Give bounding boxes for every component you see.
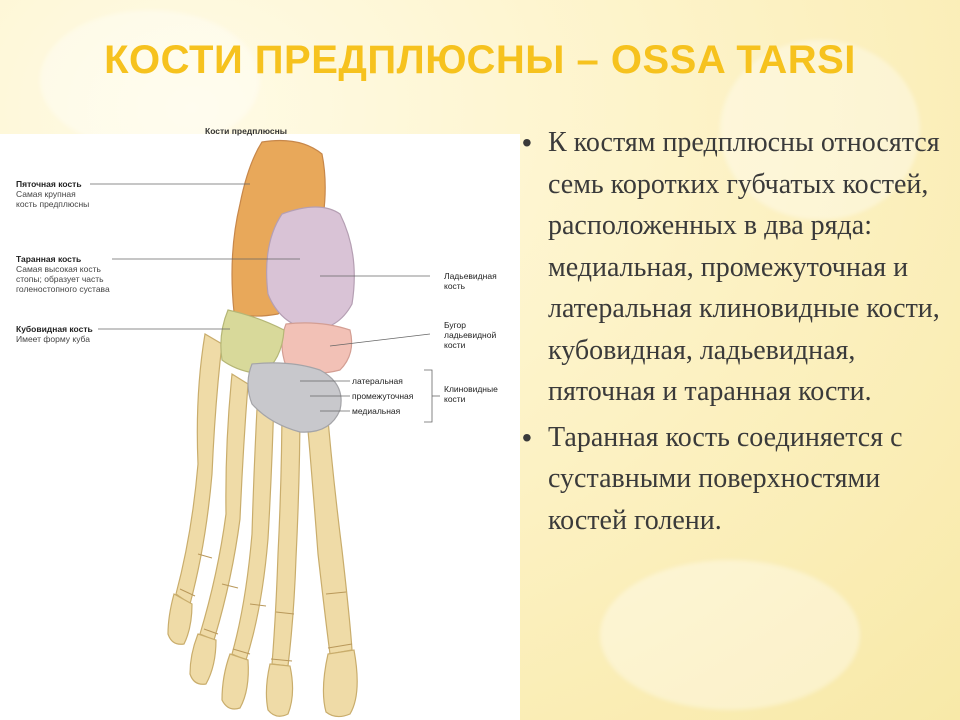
toe-1-bone xyxy=(176,334,222,604)
toe-4-bone xyxy=(272,396,300,666)
toe-4-tip xyxy=(266,664,292,716)
foot-skeleton-illustration xyxy=(0,134,520,720)
calcaneus-title: Пяточная кость xyxy=(16,179,82,189)
figure-top-caption: Кости предплюсны xyxy=(205,126,287,136)
toe-5-bone xyxy=(305,396,352,654)
bullet-marker: • xyxy=(522,127,532,158)
lateral-cuneiform-label: латеральная xyxy=(352,376,403,386)
bullet-text: Таранная кость соединяется с суставными поверхностями костей голени. xyxy=(548,421,903,536)
toe-2-tip xyxy=(190,634,216,684)
slide-title: КОСТИ ПРЕДПЛЮСНЫ – OSSA TARSI xyxy=(104,38,856,82)
cuboid-label: Кубовидная кость Имеет форму куба xyxy=(16,324,93,344)
navicular-tuberosity-label: Бугор ладьевидной кости xyxy=(444,320,497,350)
toe-3-tip xyxy=(222,654,248,709)
foot-bones-figure xyxy=(0,126,520,720)
talus-label: Таранная кость Самая высокая кость стопы; образует часть голеностопного сустава xyxy=(16,254,110,294)
toe-5-tip xyxy=(323,650,357,717)
bullet-marker: • xyxy=(522,421,532,453)
bullet-list xyxy=(520,122,950,545)
talus-bone xyxy=(267,207,355,330)
navicular-label: Ладьевидная кость xyxy=(444,271,497,291)
cuneiform-bones-label: Клиновидные кости xyxy=(444,384,498,404)
medial-cuneiform-label: медиальная xyxy=(352,406,401,416)
bullet-item xyxy=(520,122,950,413)
talus-title: Таранная кость xyxy=(16,254,82,264)
calcaneus-label: Пяточная кость Самая крупная кость предплюсны xyxy=(16,179,90,209)
intermediate-cuneiform-label: промежуточная xyxy=(352,391,414,401)
bullet-item xyxy=(520,417,950,542)
background-blob xyxy=(600,560,860,710)
toe-1-tip xyxy=(168,594,192,644)
cuboid-title: Кубовидная кость xyxy=(16,324,93,334)
bullet-text: К костям предплюсны относятся семь коротких губчатых костей, расположенных в два ряда: медиальная, промежуточная и латеральная клиновидные кости, кубовидная, ладьевидная, пяточная и таранная кости. xyxy=(548,127,940,407)
